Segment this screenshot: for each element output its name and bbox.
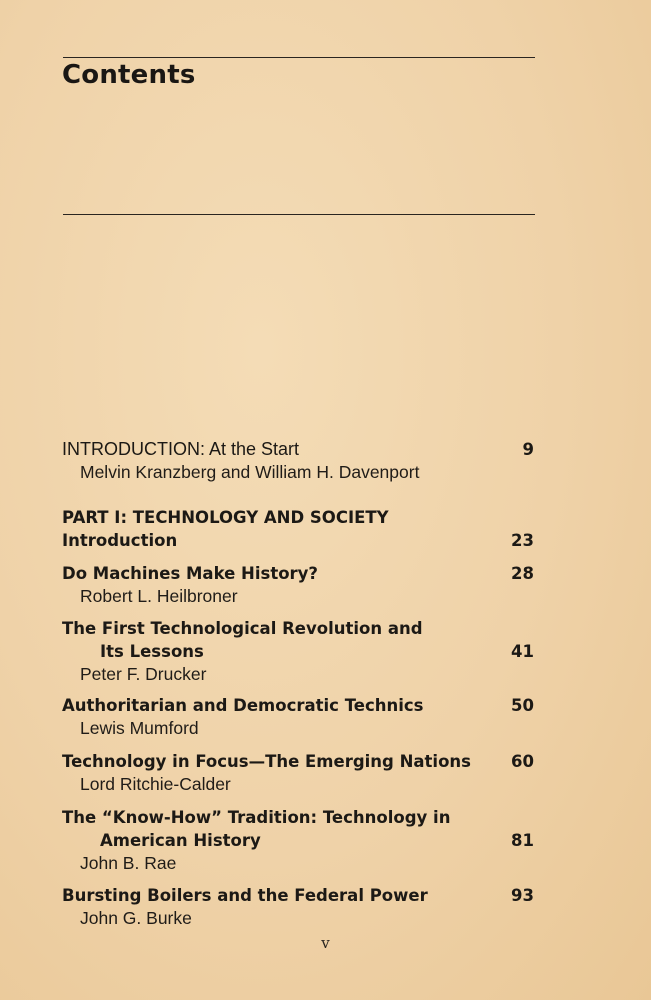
page-title: Contents bbox=[62, 60, 196, 90]
entry-author: Robert L. Heilbroner bbox=[80, 586, 238, 606]
part-intro-label: Introduction bbox=[62, 531, 178, 550]
entry-author: John G. Burke bbox=[80, 908, 192, 928]
entry-author: John B. Rae bbox=[80, 853, 177, 873]
entry-title: Do Machines Make History? bbox=[62, 564, 319, 583]
toc-entry[interactable] bbox=[62, 617, 534, 686]
entry-title: The “Know-How” Tradition: Technology in bbox=[62, 808, 451, 827]
entry-title: INTRODUCTION: At the Start bbox=[62, 439, 300, 459]
toc-entry-introduction[interactable] bbox=[62, 438, 534, 484]
page-folio: v bbox=[321, 934, 330, 952]
toc-entry[interactable] bbox=[62, 750, 534, 796]
page-number: 81 bbox=[511, 831, 534, 850]
entry-title: Bursting Boilers and the Federal Power bbox=[62, 886, 428, 905]
entry-author: Lord Ritchie-Calder bbox=[80, 774, 231, 794]
entry-author: Melvin Kranzberg and William H. Davenport bbox=[80, 462, 420, 482]
page-number: 41 bbox=[511, 642, 534, 661]
toc-entry[interactable] bbox=[62, 806, 534, 875]
toc-entry[interactable] bbox=[62, 694, 534, 740]
page-number: 93 bbox=[511, 886, 534, 905]
entry-title-continued: Its Lessons bbox=[100, 642, 204, 661]
section-rule bbox=[63, 214, 535, 215]
toc-entry[interactable] bbox=[62, 562, 534, 608]
entry-title: Authoritarian and Democratic Technics bbox=[62, 696, 424, 715]
top-rule bbox=[63, 57, 535, 58]
page-number: 60 bbox=[511, 752, 534, 771]
page-number: 28 bbox=[511, 564, 534, 583]
toc-part-heading[interactable] bbox=[62, 506, 534, 552]
entry-author: Peter F. Drucker bbox=[80, 664, 207, 684]
entry-author: Lewis Mumford bbox=[80, 718, 199, 738]
page-number: 50 bbox=[511, 696, 534, 715]
part-title: PART I: TECHNOLOGY AND SOCIETY bbox=[62, 508, 389, 527]
page-number: 23 bbox=[511, 531, 534, 550]
toc-entry[interactable] bbox=[62, 884, 534, 930]
page-number: 9 bbox=[522, 440, 534, 459]
entry-title-continued: American History bbox=[100, 831, 261, 850]
entry-title: Technology in Focus—The Emerging Nations bbox=[62, 752, 471, 771]
entry-title: The First Technological Revolution and bbox=[62, 619, 423, 638]
